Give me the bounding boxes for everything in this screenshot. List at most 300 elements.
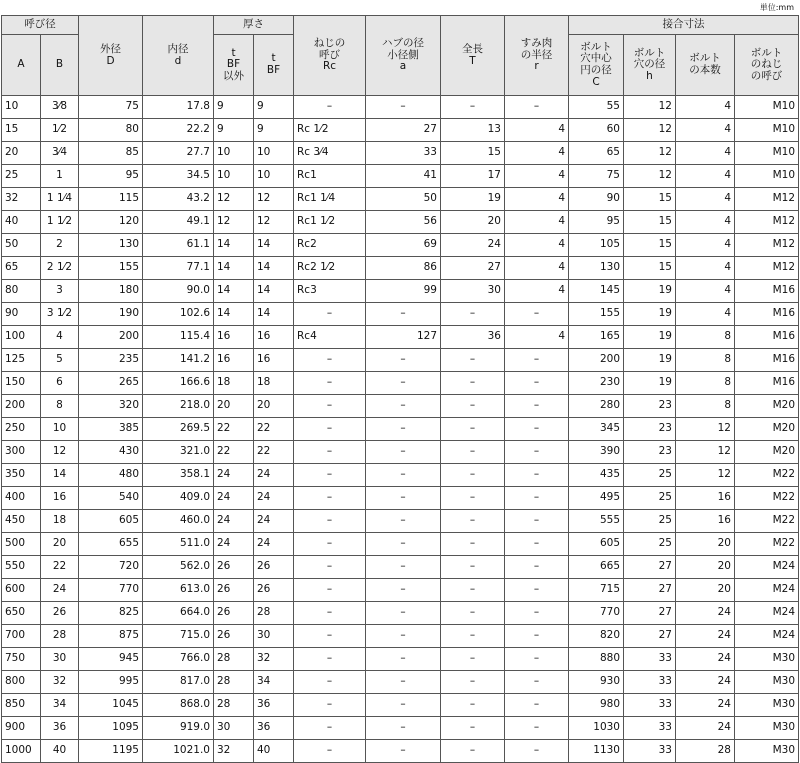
cell-bolt-count: 20 [676, 556, 735, 579]
header-bolt-thread: ボルト のねじ の呼び [735, 35, 799, 96]
cell-b: 5 [41, 349, 79, 372]
cell-thickness-other: 24 [214, 487, 254, 510]
cell-a: 850 [2, 694, 41, 717]
cell-thickness-other: 28 [214, 671, 254, 694]
cell-a: 10 [2, 96, 41, 119]
cell-fillet-radius: 4 [505, 165, 569, 188]
cell-outer-diameter: 945 [79, 648, 143, 671]
cell-length: – [441, 556, 505, 579]
cell-bolt-count: 4 [676, 234, 735, 257]
cell-bolt-count: 4 [676, 188, 735, 211]
cell-bolt-hole: 12 [624, 142, 676, 165]
cell-inner-diameter: 218.0 [143, 395, 214, 418]
cell-fillet-radius: 4 [505, 326, 569, 349]
cell-fillet-radius: – [505, 579, 569, 602]
cell-b: 36 [41, 717, 79, 740]
table-row [2, 234, 799, 257]
cell-bolt-circle: 980 [569, 694, 624, 717]
cell-hub-diameter: – [366, 464, 441, 487]
cell-bolt-hole: 25 [624, 464, 676, 487]
header-thickness-bf: t BF [254, 35, 294, 96]
cell-bolt-thread: M24 [735, 625, 799, 648]
cell-hub-diameter: – [366, 648, 441, 671]
cell-b: 28 [41, 625, 79, 648]
cell-bolt-hole: 15 [624, 234, 676, 257]
cell-outer-diameter: 235 [79, 349, 143, 372]
cell-outer-diameter: 320 [79, 395, 143, 418]
cell-thickness-bf: 14 [254, 257, 294, 280]
cell-bolt-count: 24 [676, 694, 735, 717]
cell-thickness-other: 12 [214, 211, 254, 234]
cell-length: – [441, 671, 505, 694]
cell-bolt-count: 24 [676, 625, 735, 648]
cell-fillet-radius: 4 [505, 119, 569, 142]
cell-b: 1 1⁄2 [41, 211, 79, 234]
cell-bolt-hole: 27 [624, 579, 676, 602]
cell-hub-diameter: 99 [366, 280, 441, 303]
cell-thickness-other: 9 [214, 119, 254, 142]
cell-outer-diameter: 75 [79, 96, 143, 119]
cell-bolt-count: 28 [676, 740, 735, 763]
cell-bolt-thread: M30 [735, 717, 799, 740]
cell-outer-diameter: 80 [79, 119, 143, 142]
cell-bolt-thread: M16 [735, 280, 799, 303]
cell-b: 12 [41, 441, 79, 464]
cell-length: – [441, 303, 505, 326]
cell-fillet-radius: – [505, 395, 569, 418]
cell-fillet-radius: – [505, 303, 569, 326]
cell-bolt-hole: 25 [624, 533, 676, 556]
cell-fillet-radius: – [505, 533, 569, 556]
cell-a: 32 [2, 188, 41, 211]
cell-hub-diameter: – [366, 96, 441, 119]
cell-thickness-other: 28 [214, 694, 254, 717]
cell-hub-diameter: – [366, 533, 441, 556]
cell-thread: Rc1 1⁄2 [294, 211, 366, 234]
cell-outer-diameter: 385 [79, 418, 143, 441]
cell-a: 650 [2, 602, 41, 625]
cell-thickness-other: 16 [214, 326, 254, 349]
cell-bolt-thread: M16 [735, 372, 799, 395]
cell-thickness-bf: 24 [254, 487, 294, 510]
cell-inner-diameter: 613.0 [143, 579, 214, 602]
cell-thickness-bf: 22 [254, 418, 294, 441]
cell-bolt-circle: 200 [569, 349, 624, 372]
cell-bolt-hole: 15 [624, 211, 676, 234]
cell-bolt-thread: M10 [735, 165, 799, 188]
cell-length: 20 [441, 211, 505, 234]
cell-outer-diameter: 1195 [79, 740, 143, 763]
cell-hub-diameter: 27 [366, 119, 441, 142]
cell-thickness-other: 9 [214, 96, 254, 119]
cell-thread: – [294, 395, 366, 418]
header-bolt-count: ボルト の本数 [676, 35, 735, 96]
cell-hub-diameter: 50 [366, 188, 441, 211]
cell-thread: – [294, 510, 366, 533]
cell-thread: – [294, 349, 366, 372]
cell-bolt-count: 24 [676, 648, 735, 671]
cell-thickness-bf: 16 [254, 349, 294, 372]
cell-thickness-bf: 14 [254, 303, 294, 326]
table-row [2, 556, 799, 579]
cell-bolt-thread: M12 [735, 234, 799, 257]
cell-fillet-radius: – [505, 740, 569, 763]
cell-b: 20 [41, 533, 79, 556]
header-inner-diameter: 内径 d [143, 16, 214, 96]
cell-hub-diameter: – [366, 349, 441, 372]
cell-bolt-count: 4 [676, 280, 735, 303]
cell-bolt-circle: 65 [569, 142, 624, 165]
cell-outer-diameter: 200 [79, 326, 143, 349]
cell-thickness-other: 14 [214, 257, 254, 280]
cell-thread: Rc4 [294, 326, 366, 349]
cell-bolt-thread: M20 [735, 395, 799, 418]
cell-fillet-radius: – [505, 487, 569, 510]
cell-thread: Rc 3⁄4 [294, 142, 366, 165]
cell-thickness-other: 24 [214, 533, 254, 556]
cell-bolt-thread: M12 [735, 257, 799, 280]
cell-thickness-other: 26 [214, 602, 254, 625]
cell-bolt-circle: 1030 [569, 717, 624, 740]
header-thickness-other: t BF 以外 [214, 35, 254, 96]
cell-thickness-bf: 28 [254, 602, 294, 625]
cell-inner-diameter: 17.8 [143, 96, 214, 119]
cell-thread: Rc2 [294, 234, 366, 257]
cell-hub-diameter: – [366, 602, 441, 625]
cell-bolt-thread: M10 [735, 142, 799, 165]
cell-bolt-count: 4 [676, 119, 735, 142]
cell-bolt-hole: 25 [624, 487, 676, 510]
cell-hub-diameter: – [366, 372, 441, 395]
cell-length: – [441, 349, 505, 372]
table-row [2, 372, 799, 395]
cell-thread: – [294, 533, 366, 556]
cell-thickness-bf: 14 [254, 280, 294, 303]
cell-thickness-other: 32 [214, 740, 254, 763]
cell-inner-diameter: 141.2 [143, 349, 214, 372]
cell-bolt-hole: 12 [624, 119, 676, 142]
cell-bolt-hole: 33 [624, 717, 676, 740]
header-length: 全長 T [441, 16, 505, 96]
cell-thread: Rc1 1⁄4 [294, 188, 366, 211]
cell-bolt-circle: 715 [569, 579, 624, 602]
cell-thread: – [294, 694, 366, 717]
cell-bolt-count: 4 [676, 257, 735, 280]
cell-outer-diameter: 540 [79, 487, 143, 510]
cell-thickness-bf: 9 [254, 119, 294, 142]
unit-label: 単位:mm [759, 3, 794, 12]
cell-thread: – [294, 303, 366, 326]
cell-thread: – [294, 625, 366, 648]
cell-bolt-count: 20 [676, 533, 735, 556]
cell-bolt-hole: 23 [624, 395, 676, 418]
cell-thread: – [294, 464, 366, 487]
cell-fillet-radius: – [505, 602, 569, 625]
table-row [2, 487, 799, 510]
cell-inner-diameter: 43.2 [143, 188, 214, 211]
cell-b: 8 [41, 395, 79, 418]
header-bolt-hole: ボルト 穴の径 h [624, 35, 676, 96]
cell-bolt-count: 24 [676, 717, 735, 740]
cell-outer-diameter: 180 [79, 280, 143, 303]
cell-bolt-circle: 770 [569, 602, 624, 625]
table-row [2, 671, 799, 694]
cell-thickness-bf: 10 [254, 142, 294, 165]
cell-inner-diameter: 1021.0 [143, 740, 214, 763]
cell-b: 14 [41, 464, 79, 487]
cell-hub-diameter: – [366, 441, 441, 464]
cell-bolt-hole: 27 [624, 602, 676, 625]
cell-a: 20 [2, 142, 41, 165]
cell-thread: Rc 1⁄2 [294, 119, 366, 142]
cell-bolt-thread: M30 [735, 694, 799, 717]
header-thread: ねじの 呼び Rc [294, 16, 366, 96]
table-row [2, 579, 799, 602]
cell-bolt-thread: M22 [735, 487, 799, 510]
cell-fillet-radius: 4 [505, 142, 569, 165]
cell-bolt-thread: M16 [735, 303, 799, 326]
cell-thread: – [294, 602, 366, 625]
cell-b: 10 [41, 418, 79, 441]
table-row [2, 464, 799, 487]
cell-thickness-other: 16 [214, 349, 254, 372]
cell-bolt-circle: 75 [569, 165, 624, 188]
cell-bolt-circle: 60 [569, 119, 624, 142]
table-row [2, 717, 799, 740]
cell-fillet-radius: 4 [505, 257, 569, 280]
cell-a: 500 [2, 533, 41, 556]
cell-inner-diameter: 817.0 [143, 671, 214, 694]
cell-b: 3⁄8 [41, 96, 79, 119]
cell-thread: Rc3 [294, 280, 366, 303]
cell-a: 250 [2, 418, 41, 441]
cell-outer-diameter: 430 [79, 441, 143, 464]
cell-a: 80 [2, 280, 41, 303]
cell-thread: – [294, 96, 366, 119]
cell-inner-diameter: 715.0 [143, 625, 214, 648]
cell-bolt-thread: M30 [735, 648, 799, 671]
cell-inner-diameter: 34.5 [143, 165, 214, 188]
table-row [2, 694, 799, 717]
table-row [2, 395, 799, 418]
cell-a: 40 [2, 211, 41, 234]
cell-length: – [441, 625, 505, 648]
cell-bolt-hole: 19 [624, 372, 676, 395]
cell-bolt-hole: 19 [624, 303, 676, 326]
cell-fillet-radius: – [505, 441, 569, 464]
cell-bolt-hole: 15 [624, 188, 676, 211]
cell-bolt-hole: 27 [624, 556, 676, 579]
cell-a: 90 [2, 303, 41, 326]
cell-inner-diameter: 61.1 [143, 234, 214, 257]
cell-bolt-circle: 390 [569, 441, 624, 464]
cell-bolt-circle: 555 [569, 510, 624, 533]
cell-outer-diameter: 480 [79, 464, 143, 487]
cell-b: 26 [41, 602, 79, 625]
cell-b: 22 [41, 556, 79, 579]
cell-bolt-circle: 280 [569, 395, 624, 418]
cell-bolt-thread: M22 [735, 533, 799, 556]
cell-thread: – [294, 740, 366, 763]
cell-a: 350 [2, 464, 41, 487]
cell-a: 150 [2, 372, 41, 395]
cell-thickness-other: 24 [214, 510, 254, 533]
cell-thickness-other: 30 [214, 717, 254, 740]
cell-a: 65 [2, 257, 41, 280]
cell-hub-diameter: – [366, 395, 441, 418]
cell-outer-diameter: 605 [79, 510, 143, 533]
cell-inner-diameter: 166.6 [143, 372, 214, 395]
cell-outer-diameter: 85 [79, 142, 143, 165]
cell-thickness-bf: 24 [254, 510, 294, 533]
flange-dimension-table [1, 15, 799, 763]
cell-fillet-radius: – [505, 556, 569, 579]
cell-length: – [441, 96, 505, 119]
cell-fillet-radius: – [505, 510, 569, 533]
cell-thickness-bf: 16 [254, 326, 294, 349]
cell-fillet-radius: – [505, 464, 569, 487]
cell-thread: – [294, 717, 366, 740]
cell-length: – [441, 418, 505, 441]
cell-fillet-radius: 4 [505, 280, 569, 303]
cell-thread: Rc2 1⁄2 [294, 257, 366, 280]
cell-b: 30 [41, 648, 79, 671]
cell-b: 6 [41, 372, 79, 395]
cell-bolt-count: 8 [676, 372, 735, 395]
cell-thickness-other: 14 [214, 234, 254, 257]
cell-thickness-other: 24 [214, 464, 254, 487]
cell-bolt-count: 16 [676, 487, 735, 510]
cell-inner-diameter: 77.1 [143, 257, 214, 280]
cell-hub-diameter: 33 [366, 142, 441, 165]
cell-thickness-bf: 34 [254, 671, 294, 694]
cell-hub-diameter: – [366, 418, 441, 441]
cell-bolt-count: 16 [676, 510, 735, 533]
cell-length: 30 [441, 280, 505, 303]
cell-b: 24 [41, 579, 79, 602]
table-row [2, 280, 799, 303]
cell-thickness-bf: 12 [254, 188, 294, 211]
cell-bolt-count: 12 [676, 441, 735, 464]
cell-bolt-count: 4 [676, 211, 735, 234]
cell-bolt-thread: M16 [735, 326, 799, 349]
cell-length: – [441, 395, 505, 418]
cell-thickness-bf: 18 [254, 372, 294, 395]
cell-bolt-thread: M12 [735, 188, 799, 211]
table-row [2, 96, 799, 119]
cell-thread: Rc1 [294, 165, 366, 188]
cell-bolt-circle: 880 [569, 648, 624, 671]
cell-bolt-count: 4 [676, 142, 735, 165]
cell-fillet-radius: 4 [505, 234, 569, 257]
cell-inner-diameter: 409.0 [143, 487, 214, 510]
cell-length: 15 [441, 142, 505, 165]
cell-a: 750 [2, 648, 41, 671]
cell-outer-diameter: 95 [79, 165, 143, 188]
cell-thickness-bf: 24 [254, 464, 294, 487]
cell-b: 2 [41, 234, 79, 257]
cell-bolt-circle: 605 [569, 533, 624, 556]
cell-hub-diameter: – [366, 556, 441, 579]
cell-b: 32 [41, 671, 79, 694]
cell-bolt-hole: 19 [624, 326, 676, 349]
cell-bolt-thread: M24 [735, 556, 799, 579]
cell-length: – [441, 579, 505, 602]
cell-thickness-bf: 10 [254, 165, 294, 188]
cell-bolt-hole: 33 [624, 648, 676, 671]
cell-outer-diameter: 995 [79, 671, 143, 694]
cell-thread: – [294, 648, 366, 671]
cell-thickness-other: 14 [214, 303, 254, 326]
header-connection: 接合寸法 [569, 16, 799, 35]
cell-inner-diameter: 102.6 [143, 303, 214, 326]
cell-b: 1 [41, 165, 79, 188]
cell-bolt-circle: 435 [569, 464, 624, 487]
cell-hub-diameter: – [366, 740, 441, 763]
table-row [2, 602, 799, 625]
cell-thickness-bf: 12 [254, 211, 294, 234]
cell-inner-diameter: 22.2 [143, 119, 214, 142]
cell-a: 600 [2, 579, 41, 602]
table-row [2, 326, 799, 349]
cell-length: – [441, 717, 505, 740]
cell-fillet-radius: – [505, 671, 569, 694]
cell-bolt-count: 8 [676, 395, 735, 418]
cell-hub-diameter: – [366, 717, 441, 740]
cell-fillet-radius: – [505, 717, 569, 740]
cell-bolt-circle: 930 [569, 671, 624, 694]
cell-bolt-count: 20 [676, 579, 735, 602]
cell-inner-diameter: 511.0 [143, 533, 214, 556]
cell-bolt-circle: 495 [569, 487, 624, 510]
cell-b: 4 [41, 326, 79, 349]
cell-bolt-circle: 1130 [569, 740, 624, 763]
cell-hub-diameter: – [366, 625, 441, 648]
cell-hub-diameter: – [366, 694, 441, 717]
table-row [2, 740, 799, 763]
cell-thickness-bf: 36 [254, 694, 294, 717]
cell-a: 125 [2, 349, 41, 372]
cell-inner-diameter: 269.5 [143, 418, 214, 441]
cell-bolt-thread: M20 [735, 441, 799, 464]
cell-outer-diameter: 265 [79, 372, 143, 395]
cell-thread: – [294, 441, 366, 464]
header-outer-diameter: 外径 D [79, 16, 143, 96]
cell-bolt-thread: M20 [735, 418, 799, 441]
cell-bolt-count: 12 [676, 464, 735, 487]
cell-b: 18 [41, 510, 79, 533]
cell-outer-diameter: 720 [79, 556, 143, 579]
cell-a: 900 [2, 717, 41, 740]
cell-outer-diameter: 1045 [79, 694, 143, 717]
cell-bolt-thread: M24 [735, 579, 799, 602]
cell-outer-diameter: 825 [79, 602, 143, 625]
cell-length: – [441, 464, 505, 487]
cell-length: 17 [441, 165, 505, 188]
table-row [2, 165, 799, 188]
cell-inner-diameter: 27.7 [143, 142, 214, 165]
cell-bolt-hole: 27 [624, 625, 676, 648]
cell-hub-diameter: 127 [366, 326, 441, 349]
cell-bolt-circle: 105 [569, 234, 624, 257]
cell-thickness-other: 26 [214, 579, 254, 602]
cell-inner-diameter: 766.0 [143, 648, 214, 671]
cell-hub-diameter: 41 [366, 165, 441, 188]
cell-length: 13 [441, 119, 505, 142]
cell-bolt-count: 12 [676, 418, 735, 441]
cell-thickness-other: 10 [214, 165, 254, 188]
cell-outer-diameter: 875 [79, 625, 143, 648]
